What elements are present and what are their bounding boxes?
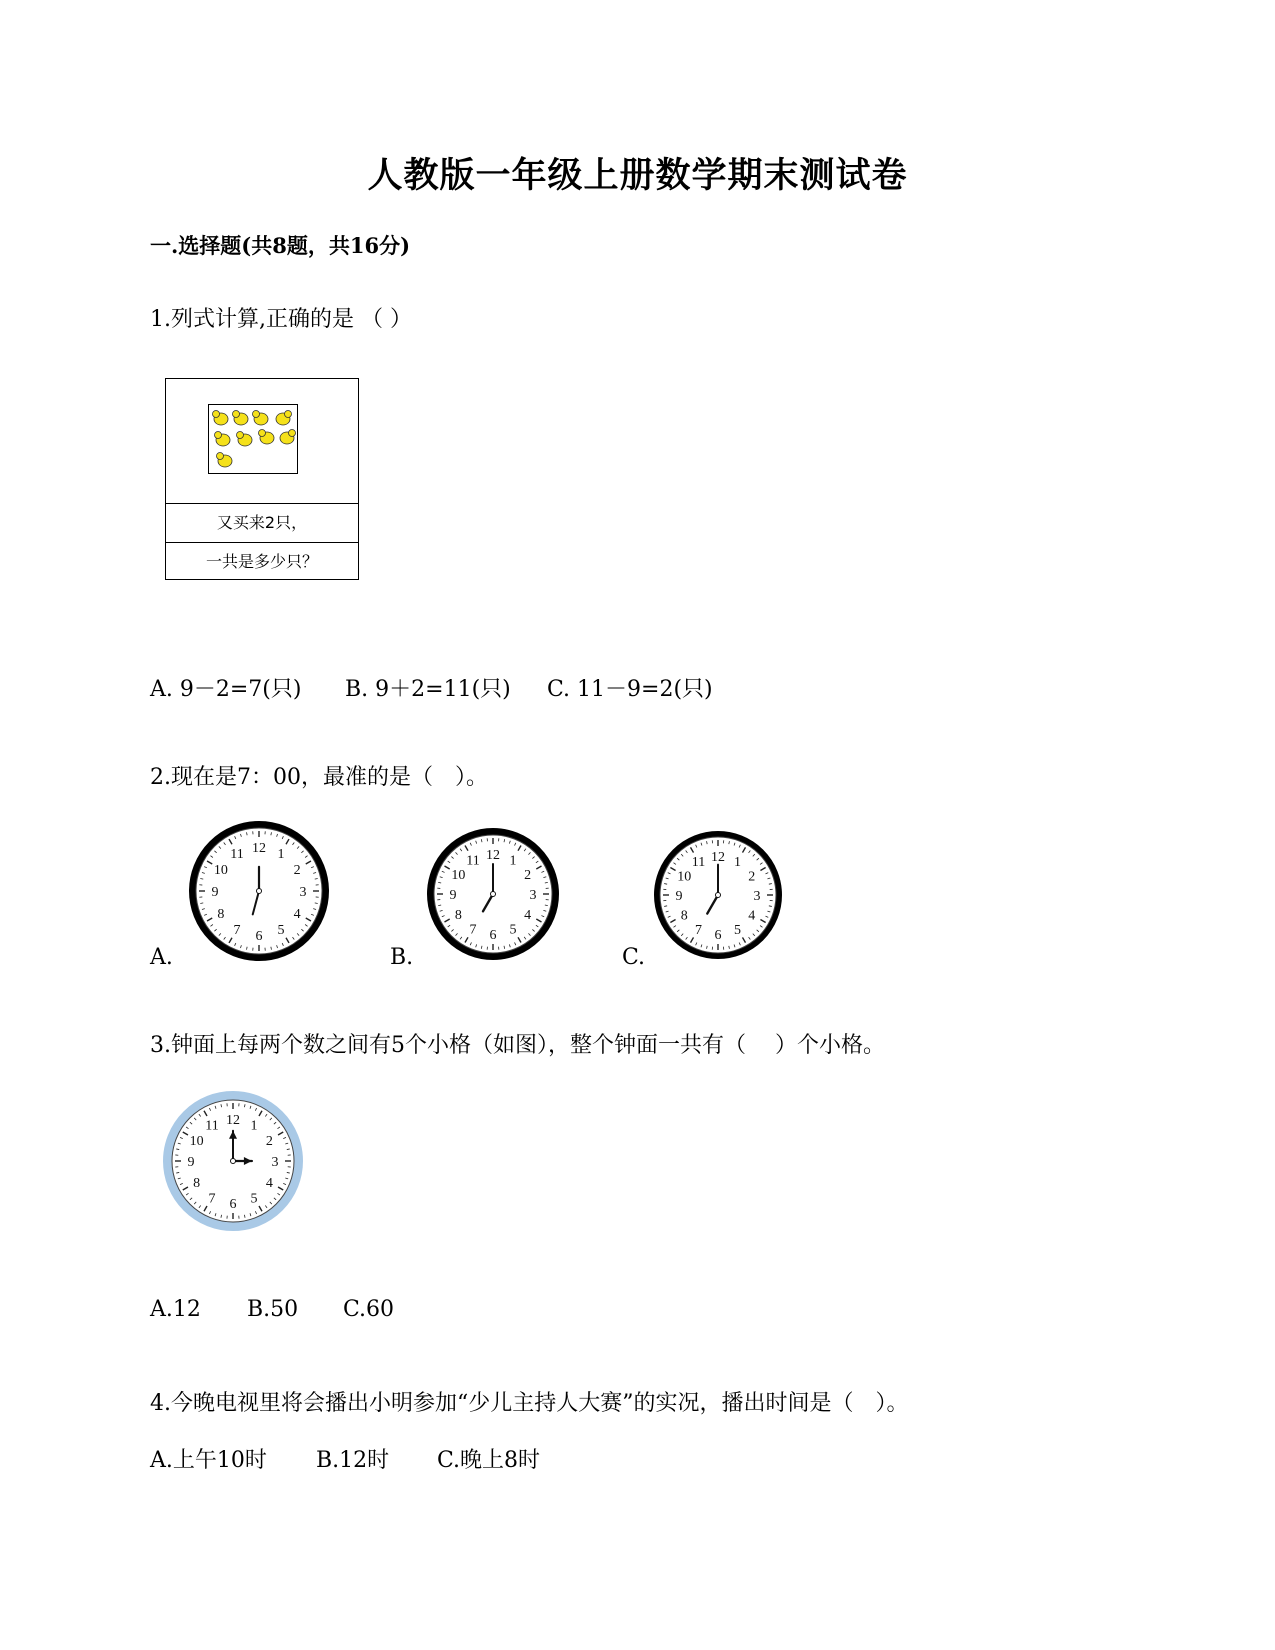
chick-icon [213,411,229,426]
clock-center [716,893,721,898]
page-title: 人教版一年级上册数学期末测试卷 [367,155,908,196]
clock-number: 2 [748,869,756,885]
clock-number: 5 [250,1191,258,1207]
chick-icon [280,430,296,445]
clock-number: 4 [265,1176,273,1191]
clock-number: 5 [734,922,741,938]
clock-number: 1 [509,853,517,869]
clock-number: 8 [680,908,688,924]
clock-number: 9 [449,888,457,903]
clock-number: 2 [265,1134,273,1149]
clock-number: 3 [299,885,307,900]
clock-number: 2 [293,863,301,878]
clock-number: 2 [524,868,532,883]
question-4-option-b[interactable]: B.12时 [316,1448,390,1473]
clock-number: 5 [277,923,285,939]
section-heading: 一.选择题(共8题，共16分) [150,233,411,258]
clock-number: 1 [734,855,741,871]
chick-picture [208,404,298,474]
clock-number: 6 [229,1197,237,1212]
clock-number: 7 [695,922,702,938]
question-3-text: 3.钟面上每两个数之间有5个小格（如图），整个钟面一共有（ ）个小格。 [150,1033,885,1058]
clock-number: 11 [691,855,706,871]
clock-number: 3 [271,1155,279,1170]
clock-number: 7 [469,922,477,938]
question-1-option-a[interactable]: A. 9－2=7(只) [150,677,302,702]
clock-number: 1 [277,846,285,862]
question-1-figure [165,378,359,580]
clock-number: 12 [226,1113,240,1128]
clock-number: 7 [233,923,241,939]
clock-b-icon[interactable] [424,825,562,963]
question-2-option-c[interactable]: C. [622,945,646,970]
chick-icon [253,411,269,426]
figure-line-1: 又买来2只， [166,503,358,543]
clock-number: 6 [255,929,263,944]
clock-number: 4 [748,908,756,924]
question-2-option-b[interactable]: B. [390,945,414,970]
clock-number: 11 [230,846,244,862]
clock-center [231,1159,236,1164]
clock-number: 5 [509,922,517,938]
clock-number: 1 [250,1118,258,1134]
question-4-text: 4.今晚电视里将会播出小明参加“少儿主持人大赛”的实况，播出时间是（ ）。 [150,1391,909,1416]
clock-number: 3 [753,889,761,904]
chick-icon [259,430,275,445]
clock-3-icon [160,1088,306,1234]
question-2-text: 2.现在是7：00，最准的是（ ）。 [150,765,488,790]
clock-number: 10 [451,868,466,883]
clock-number: 11 [205,1118,219,1134]
clock-number: 6 [489,928,497,943]
clock-number: 7 [208,1191,216,1207]
clock-number: 12 [252,841,266,856]
clock-number: 8 [193,1176,201,1191]
chick-icon [233,411,249,426]
question-1-text: 1.列式计算,正确的是 （ ） [150,307,412,332]
question-2-option-a[interactable]: A. [150,945,173,970]
clock-number: 10 [677,869,692,885]
clock-c-icon[interactable] [651,828,785,962]
clock-number: 8 [454,908,462,923]
clock-number: 8 [217,907,225,922]
clock-number: 4 [524,908,532,923]
chicks-illustration [209,405,297,473]
clock-number: 3 [529,888,537,903]
chick-icon [237,432,253,447]
question-3-option-a[interactable]: A.12 [150,1297,201,1322]
clock-number: 12 [711,850,725,865]
question-4-option-a[interactable]: A.上午10时 [150,1448,267,1473]
chick-icon [215,432,231,447]
question-3-option-b[interactable]: B.50 [247,1297,299,1322]
clock-number: 10 [189,1134,204,1149]
clock-number: 9 [187,1155,195,1170]
clock-a-icon[interactable] [186,818,332,964]
question-1-option-b[interactable]: B. 9＋2=11(只) [345,677,511,702]
clock-center [257,889,262,894]
question-1-option-c[interactable]: C. 11－9=2(只) [547,677,713,702]
clock-center [491,892,496,897]
clock-number: 11 [466,853,480,869]
clock-number: 6 [714,928,722,943]
clock-number: 4 [293,907,301,922]
question-3-option-c[interactable]: C.60 [343,1297,395,1322]
clock-number: 9 [211,885,219,900]
chick-icon [276,411,292,426]
clock-number: 9 [675,889,683,904]
clock-number: 10 [213,863,228,878]
clock-number: 12 [486,848,500,863]
figure-line-2: 一共是多少只？ [166,542,358,581]
chick-icon [217,453,233,468]
question-4-option-c[interactable]: C.晚上8时 [437,1448,541,1473]
